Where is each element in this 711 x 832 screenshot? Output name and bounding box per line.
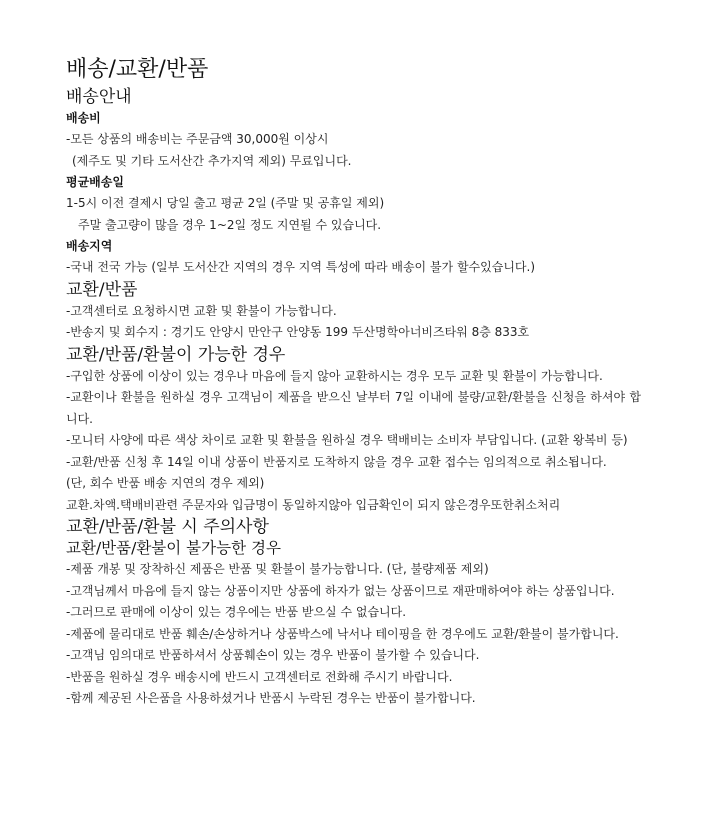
- exchange-section: [66, 279, 641, 344]
- shipping-fee-line: (제주도 및 기타 도서산간 추가지역 제외) 무료입니다.: [72, 153, 352, 168]
- refund-possible-heading: 교환/반품/환불이 가능한 경우: [66, 344, 286, 365]
- caution-line: -제품에 물리대로 반품 훼손/손상하거나 상품박스에 낙서나 테이핑을 한 경우에도 교환/환불이 불가합니다.: [66, 626, 619, 641]
- refund-possible-line: -교환이나 환불을 원하실 경우 고객님이 제품을 받으신 날부터 7일 이내에 불량/교환/환불을 신청을 하셔야 합니다.: [66, 390, 641, 426]
- avg-delivery-line: 주말 출고량이 많을 경우 1~2일 정도 지연될 수 있습니다.: [78, 217, 382, 232]
- shipping-heading: 배송안내: [66, 87, 132, 107]
- caution-line: -제품 개봉 및 장착하신 제품은 반품 및 환불이 불가능합니다. (단, 불량제품 제외): [66, 562, 489, 576]
- caution-line: -반품을 원하실 경우 배송시에 반드시 고객센터로 전화해 주시기 바랍니다.: [66, 669, 453, 684]
- delivery-area-label: 배송지역: [66, 239, 113, 253]
- caution-subheading: 교환/반품/환불이 불가능한 경우: [66, 539, 281, 557]
- avg-delivery-line: 1-5시 이전 결제시 당일 출고 평균 2일 (주말 및 공휴일 제외): [66, 196, 385, 210]
- shipping-fee-label: 배송비: [66, 111, 101, 125]
- refund-possible-line: 교환.차액.택배비관련 주문자와 입금명이 동일하지않아 입금확인이 되지 않은경우또한취소처리: [66, 497, 561, 512]
- refund-possible-section: [66, 344, 641, 517]
- exchange-line: -고객센터로 요청하시면 교환 및 환불이 가능합니다.: [66, 303, 337, 318]
- shipping-fee-section: [66, 108, 641, 172]
- avg-delivery-section: [66, 172, 641, 236]
- caution-line: -고객님께서 마음에 들지 않는 상품이지만 상품에 하자가 없는 상품이므로 재판매하여야 하는 상품입니다.: [66, 583, 615, 598]
- shipping-fee-line: -모든 상품의 배송비는 주문금액 30,000원 이상시: [66, 132, 329, 146]
- exchange-heading: 교환/반품: [66, 279, 138, 300]
- caution-line: -고객님 임의대로 반품하셔서 상품훼손이 있는 경우 반품이 불가할 수 있습니다.: [66, 648, 480, 662]
- avg-delivery-label: 평균배송일: [66, 175, 124, 189]
- caution-line: -그러므로 판매에 이상이 있는 경우에는 반품 받으실 수 없습니다.: [66, 605, 407, 619]
- refund-possible-line: -모니터 사양에 따른 색상 차이로 교환 및 환불을 원하실 경우 택배비는 소비자 부담입니다. (교환 왕복비 등): [66, 433, 628, 447]
- caution-line: -함께 제공된 사은품을 사용하셨거나 반품시 누락된 경우는 반품이 불가합니다.: [66, 691, 476, 705]
- page-title: 배송/교환/반품: [66, 57, 209, 82]
- refund-possible-line: (단, 회수 반품 배송 지연의 경우 제외): [66, 476, 265, 490]
- caution-section: [66, 516, 641, 710]
- refund-possible-line: -구입한 상품에 이상이 있는 경우나 마음에 들지 않아 교환하시는 경우 모두 교환 및 환불이 가능합니다.: [66, 368, 603, 383]
- return-address-line: -반송지 및 회수지 : 경기도 안양시 만안구 안양동 199 두산명학아너비즈타워 8층 833호: [66, 325, 530, 339]
- delivery-area-line: -국내 전국 가능 (일부 도서산간 지역의 경우 지역 특성에 따라 배송이 불가 할수있습니다.): [66, 260, 536, 274]
- delivery-area-section: [66, 236, 641, 279]
- caution-heading: 교환/반품/환불 시 주의사항: [66, 517, 269, 537]
- refund-possible-line: -교환/반품 신청 후 14일 이내 상품이 반품지로 도착하지 않을 경우 교환 접수는 임의적으로 취소됩니다.: [66, 454, 607, 469]
